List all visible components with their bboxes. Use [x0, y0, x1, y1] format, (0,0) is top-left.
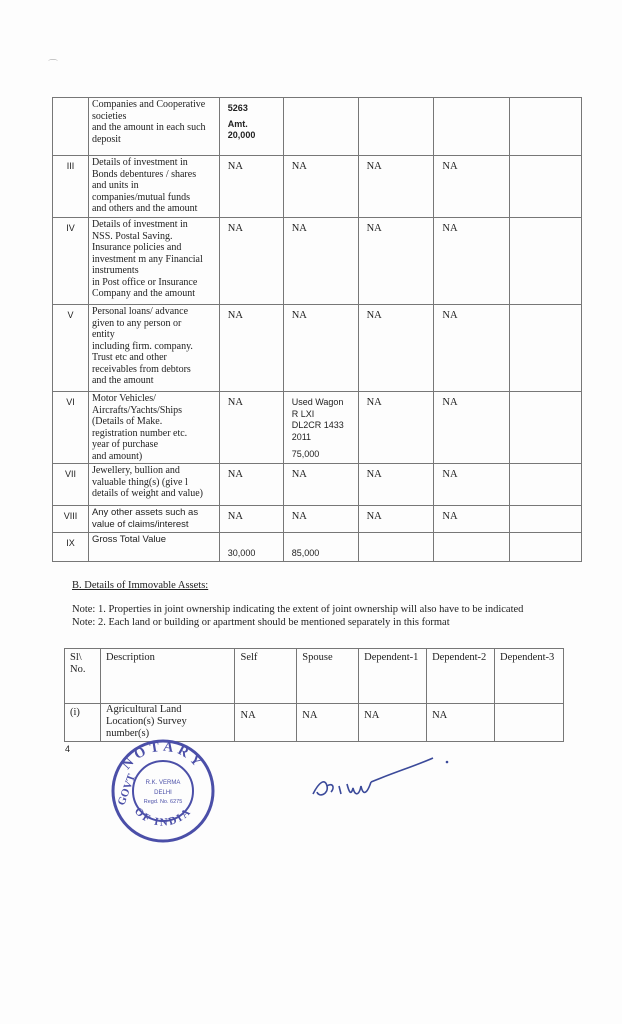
value-line: NA	[227, 397, 243, 408]
stamp-top-text: NOTARY	[119, 739, 207, 773]
svg-text:OF INDIA	[132, 805, 194, 829]
stamp-inner-line: DELHI	[154, 790, 172, 796]
immovable-assets-table	[64, 648, 564, 742]
value-cell-dep3	[495, 704, 564, 742]
value-line: 2011	[291, 431, 312, 442]
value-cell-dep2	[434, 156, 510, 218]
value-cell-dep3	[510, 506, 582, 533]
value-cell-dep1	[358, 156, 434, 218]
note-separate-format: Note: 2. Each land or building or apartment should be mentioned separately in this format	[72, 617, 450, 628]
row-number: VI	[53, 392, 89, 464]
value-line: DL2CR 1433	[291, 420, 344, 430]
value-cell-dep2: NA	[427, 704, 495, 742]
value-line: NA	[442, 161, 458, 172]
description-line: including firm. company.	[91, 340, 193, 352]
description-cell	[88, 533, 219, 562]
description-line: Agricultural Land	[105, 704, 182, 715]
value-line: Used Wagon	[291, 397, 344, 407]
scan-mark: ⌒	[48, 60, 58, 71]
description-line: and amount)	[91, 450, 143, 462]
description-line: Personal loans/ advance	[91, 306, 189, 317]
description-cell	[88, 98, 219, 156]
value-line: 75,000	[291, 449, 320, 459]
value-cell-dep1	[358, 392, 434, 464]
description-line: Any other assets such as	[91, 507, 199, 518]
row-number: IV	[53, 218, 89, 305]
value-cell-self	[219, 98, 283, 156]
description-line: Details of investment in	[91, 219, 188, 230]
description-line: year of purchase	[91, 439, 159, 450]
immovable-assets-heading: B. Details of Immovable Assets:	[72, 580, 209, 591]
description-line: number(s)	[105, 728, 150, 739]
description-line: and the amount in each such	[91, 122, 206, 133]
description-line: Jewellery, bullion and	[91, 465, 180, 476]
table-row	[53, 305, 582, 392]
description-line: and the amount	[91, 375, 154, 386]
value-cell-self	[219, 506, 283, 533]
value-line: 20,000	[227, 130, 256, 140]
description-line: societies	[91, 110, 127, 122]
description-cell	[88, 392, 219, 464]
value-cell-dep1	[358, 98, 434, 156]
description-cell	[88, 156, 219, 218]
table-row	[53, 506, 582, 533]
description-cell	[88, 506, 219, 533]
description-line: value of claims/interest	[91, 519, 189, 530]
description-line: Location(s) Survey	[105, 716, 187, 727]
stamp-left-text: GOVT	[115, 772, 138, 808]
description-line: Companies and Cooperative	[91, 99, 206, 110]
table-header-row	[65, 649, 564, 704]
stamp-inner-line: Regd. No. 6275	[143, 799, 183, 805]
value-cell-dep1	[358, 506, 434, 533]
description-cell	[88, 305, 219, 392]
table-row	[53, 98, 582, 156]
page-number: 4	[65, 744, 71, 754]
value-line: NA	[442, 310, 458, 321]
value-cell-dep3	[510, 98, 582, 156]
value-cell-dep2	[434, 392, 510, 464]
value-cell-dep1	[358, 218, 434, 305]
description-line: companies/mutual funds	[91, 191, 190, 203]
value-line: NA	[366, 161, 382, 172]
signature	[305, 752, 465, 812]
description-line: NSS. Postal Saving.	[91, 230, 173, 242]
value-line: NA	[227, 469, 243, 480]
row-number: III	[53, 156, 89, 218]
row-number: VII	[53, 464, 89, 506]
value-cell-dep2	[434, 506, 510, 533]
value-cell-dep1: NA	[359, 704, 427, 742]
value-cell-dep2	[434, 305, 510, 392]
value-cell-self	[219, 533, 283, 562]
value-line: NA	[366, 397, 382, 408]
value-line: NA	[291, 469, 307, 480]
value-line: NA	[291, 511, 307, 522]
value-line: NA	[366, 223, 382, 234]
description-line: Details of investment in	[91, 157, 188, 168]
description-line: entity	[91, 329, 115, 340]
row-number	[53, 98, 89, 156]
value-cell-dep2	[434, 218, 510, 305]
value-line: 85,000	[291, 548, 320, 558]
value-cell-self	[219, 305, 283, 392]
value-cell-dep2	[434, 464, 510, 506]
description-line: and units in	[91, 180, 139, 191]
value-cell-dep1	[358, 533, 434, 562]
column-header: Self	[235, 649, 297, 704]
value-cell-dep2	[434, 533, 510, 562]
value-cell-spouse	[283, 98, 358, 156]
row-number: (i)	[65, 704, 101, 742]
description-line: Gross Total Value	[91, 534, 167, 545]
description-line: details of weight and value)	[91, 488, 204, 499]
value-line: NA	[442, 397, 458, 408]
column-header: Description	[100, 649, 235, 704]
value-line: NA	[291, 161, 307, 172]
value-line: NA	[227, 310, 243, 321]
svg-text:NOTARY	[119, 740, 206, 773]
description-line: Trust etc and other	[91, 352, 167, 363]
description-line: Aircrafts/Yachts/Ships	[91, 404, 183, 416]
value-line: NA	[227, 511, 243, 522]
description-line: Motor Vehicles/	[91, 393, 156, 404]
value-cell-dep3	[510, 533, 582, 562]
value-cell-spouse	[283, 305, 358, 392]
value-cell-dep1	[358, 464, 434, 506]
value-line: NA	[227, 161, 243, 172]
table-row	[53, 218, 582, 305]
value-cell-dep1	[358, 305, 434, 392]
value-line: Amt.	[227, 118, 248, 129]
column-header: Spouse	[297, 649, 359, 704]
notary-stamp	[108, 736, 218, 846]
table-row	[53, 464, 582, 506]
value-cell-spouse	[283, 156, 358, 218]
description-cell	[88, 218, 219, 305]
value-cell-dep3	[510, 464, 582, 506]
description-line: valuable thing(s) (give l	[91, 476, 188, 488]
table-row	[53, 156, 582, 218]
row-number: VIII	[53, 506, 89, 533]
description-line: (Details of Make.	[91, 416, 163, 427]
row-number: V	[53, 305, 89, 392]
value-cell-self: NA	[235, 704, 297, 742]
value-cell-dep3	[510, 218, 582, 305]
description-line: receivables from debtors	[91, 363, 191, 375]
value-cell-dep3	[510, 305, 582, 392]
table-row	[53, 533, 582, 562]
stamp-inner-line: R.K. VERMA	[145, 780, 181, 786]
description-line: Company and the amount	[91, 288, 195, 299]
value-line: 30,000	[227, 548, 256, 558]
description-line: given to any person or	[91, 317, 182, 329]
value-cell-dep3	[510, 156, 582, 218]
value-cell-self	[219, 464, 283, 506]
value-line: NA	[227, 223, 243, 234]
value-line: NA	[366, 469, 382, 480]
value-line: R LXI	[291, 408, 315, 419]
value-cell-spouse	[283, 392, 358, 464]
value-cell-dep2	[434, 98, 510, 156]
value-cell-self	[219, 392, 283, 464]
description-line: instruments	[91, 265, 139, 276]
value-cell-spouse	[283, 533, 358, 562]
value-line: NA	[366, 511, 382, 522]
description-line: registration number etc.	[91, 427, 188, 439]
value-line: NA	[366, 310, 382, 321]
stamp-bottom-text: OF INDIA	[131, 805, 195, 829]
column-header: Dependent-3	[495, 649, 564, 704]
row-number: IX	[53, 533, 89, 562]
value-cell-spouse	[283, 218, 358, 305]
description-line: Insurance policies and	[91, 242, 182, 253]
column-header: Dependent-1	[359, 649, 427, 704]
description-cell	[88, 464, 219, 506]
column-header: Sl\ No.	[65, 649, 101, 704]
value-cell-self	[219, 218, 283, 305]
value-line: NA	[291, 310, 307, 321]
value-line: NA	[442, 223, 458, 234]
value-line: NA	[442, 469, 458, 480]
description-line: investment m any Financial	[91, 253, 203, 265]
value-line: 5263	[227, 103, 248, 113]
column-header: Dependent-2	[427, 649, 495, 704]
description-line: deposit	[91, 133, 121, 145]
value-cell-spouse	[283, 464, 358, 506]
value-cell-self	[219, 156, 283, 218]
movable-assets-table	[52, 97, 582, 562]
value-line: NA	[291, 223, 307, 234]
value-cell-spouse: NA	[297, 704, 359, 742]
description-line: Bonds debentures / shares	[91, 168, 197, 180]
table-row	[53, 392, 582, 464]
value-cell-spouse	[283, 506, 358, 533]
note-joint-ownership: Note: 1. Properties in joint ownership indicating the extent of joint ownership will also have to be indicated	[72, 604, 524, 615]
description-line: in Post office or Insurance	[91, 276, 198, 288]
value-cell-dep3	[510, 392, 582, 464]
value-line: NA	[442, 511, 458, 522]
description-line: and others and the amount	[91, 203, 198, 214]
